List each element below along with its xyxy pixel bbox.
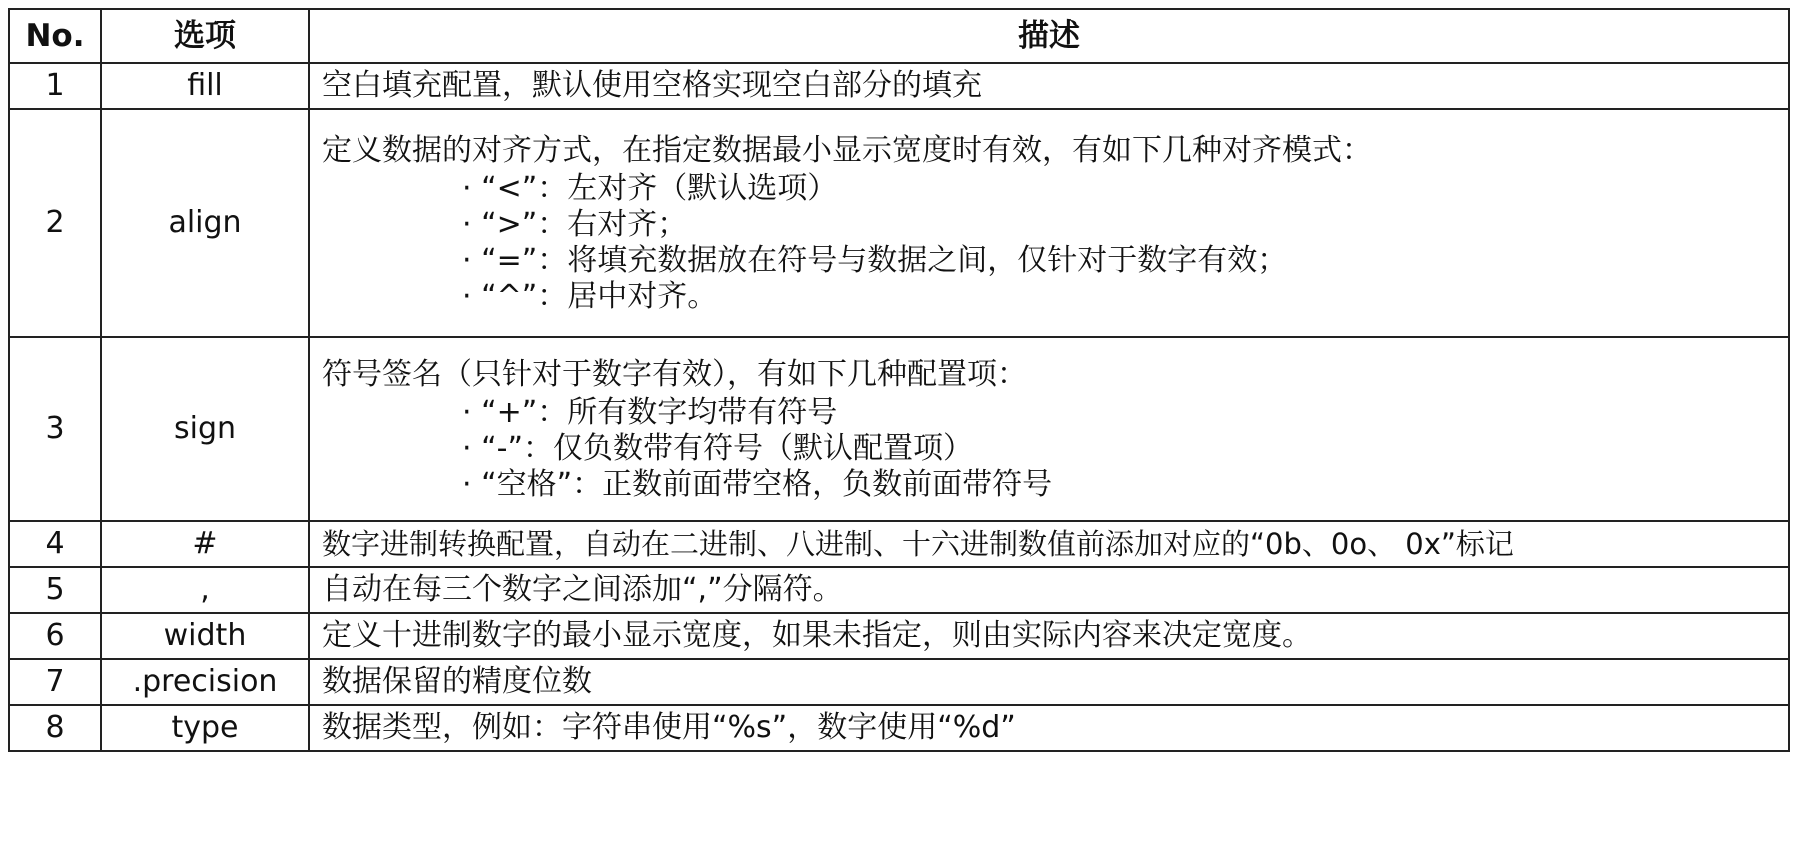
row-description: 自动在每三个数字之间添加“,”分隔符。 [309,567,1789,613]
row-description: 定义十进制数字的最小显示宽度，如果未指定，则由实际内容来决定宽度。 [309,613,1789,659]
format-options-table-wrapper [8,8,1788,752]
row-option: align [101,109,309,337]
bullet-item: · “空格”：正数前面带空格，负数前面带符号 [462,467,1053,502]
bullet-item: · “^”：居中对齐。 [462,279,718,314]
bullet-list [322,171,1782,315]
row-option: .precision [101,659,309,705]
row-number: 6 [9,613,101,659]
table-row [9,521,1789,567]
bullet-item: · “=”：将填充数据放在符号与数据之间，仅针对于数字有效； [462,243,1288,278]
table-row [9,705,1789,751]
row-option: sign [101,337,309,521]
row-description: 定义数据的对齐方式，在指定数据最小显示宽度时有效，有如下几种对齐模式： [322,133,1372,168]
table-row [9,337,1789,521]
row-description: 数字进制转换配置，自动在二进制、八进制、十六进制数值前添加对应的“0b、0o、 0x”标记 [309,521,1789,567]
row-number: 1 [9,63,101,109]
row-option: type [101,705,309,751]
row-number: 7 [9,659,101,705]
header-description: 描述 [309,9,1789,63]
table-row [9,63,1789,109]
table-body [9,63,1789,751]
table-row [9,613,1789,659]
row-number: 4 [9,521,101,567]
row-description: 数据类型，例如：字符串使用“%s”，数字使用“%d” [309,705,1789,751]
table-row [9,659,1789,705]
bullet-item: · “<”：左对齐（默认选项） [462,171,838,206]
row-number: 5 [9,567,101,613]
row-description: 空白填充配置，默认使用空格实现空白部分的填充 [309,63,1789,109]
row-description: 符号签名（只针对于数字有效），有如下几种配置项： [322,357,1027,392]
row-number: 2 [9,109,101,337]
row-option: fill [101,63,309,109]
row-number: 8 [9,705,101,751]
format-options-table [8,8,1790,752]
row-option: # [101,521,309,567]
header-option: 选项 [101,9,309,63]
table-row [9,109,1789,337]
header-no: No. [9,9,101,63]
row-number: 3 [9,337,101,521]
row-description-cell [309,109,1789,337]
row-option: , [101,567,309,613]
row-description-cell [309,337,1789,521]
row-description: 数据保留的精度位数 [309,659,1789,705]
bullet-item: · “>”：右对齐； [462,207,688,242]
table-row [9,567,1789,613]
table-header-row [9,9,1789,63]
row-option: width [101,613,309,659]
bullet-item: · “+”：所有数字均带有符号 [462,395,838,430]
bullet-item: · “-”：仅负数带有符号（默认配置项） [462,431,973,466]
bullet-list [322,395,1782,503]
